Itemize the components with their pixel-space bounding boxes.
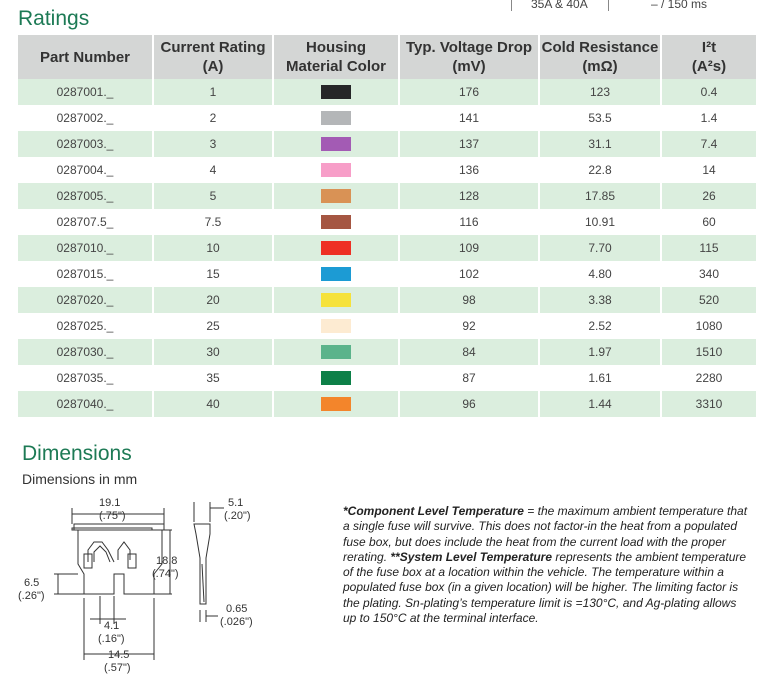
table-header-row: [18, 35, 756, 79]
housing-color-cell: [273, 131, 399, 157]
color-swatch: [321, 163, 351, 177]
dim-blade-gap-mm: 4.1: [104, 620, 120, 632]
voltage-drop-cell: 136: [399, 157, 539, 183]
table-row: [18, 79, 756, 105]
voltage-drop-cell: 116: [399, 209, 539, 235]
column-header-line: (A²s): [691, 58, 727, 75]
current-rating-cell: 4: [153, 157, 273, 183]
fuse-body-outline: [72, 528, 162, 594]
column-header-line: (mV): [452, 58, 486, 75]
dim-top-width-mm: 19.1: [99, 497, 121, 509]
column-header-line: Typ. Voltage Drop: [405, 39, 533, 56]
table-row: [18, 105, 756, 131]
ratings-table: [18, 35, 756, 417]
table-row: [18, 183, 756, 209]
voltage-drop-cell: 102: [399, 261, 539, 287]
i2t-cell: 1080: [661, 313, 756, 339]
cold-resistance-cell: 7.70: [539, 235, 661, 261]
current-rating-cell: 15: [153, 261, 273, 287]
table-row: [18, 261, 756, 287]
cold-resistance-cell: 2.52: [539, 313, 661, 339]
color-swatch: [321, 85, 351, 99]
current-rating-cell: 20: [153, 287, 273, 313]
column-header-line: (A): [202, 58, 224, 75]
i2t-cell: 0.4: [661, 79, 756, 105]
column-header: [153, 35, 273, 79]
fuse-element: [94, 546, 110, 562]
part-number-cell: 0287040._: [18, 391, 153, 417]
voltage-drop-cell: 128: [399, 183, 539, 209]
color-swatch: [321, 371, 351, 385]
voltage-drop-cell: 98: [399, 287, 539, 313]
cold-resistance-cell: 31.1: [539, 131, 661, 157]
voltage-drop-cell: 84: [399, 339, 539, 365]
table-row: [18, 209, 756, 235]
i2t-cell: 1510: [661, 339, 756, 365]
cold-resistance-cell: 10.91: [539, 209, 661, 235]
part-number-cell: 0287001._: [18, 79, 153, 105]
part-number-cell: 028707.5_: [18, 209, 153, 235]
part-number-cell: 0287035._: [18, 365, 153, 391]
fragment-left-text: 35A & 40A: [531, 0, 588, 11]
housing-color-cell: [273, 183, 399, 209]
housing-color-cell: [273, 157, 399, 183]
part-number-cell: 0287030._: [18, 339, 153, 365]
color-swatch: [321, 189, 351, 203]
color-swatch: [321, 111, 351, 125]
note-term-system: **System Level Temperature: [390, 549, 552, 564]
housing-color-cell: [273, 209, 399, 235]
current-rating-cell: 35: [153, 365, 273, 391]
column-header-line: Current Rating: [160, 39, 266, 56]
dim-bottom-width-in: (.57"): [104, 662, 131, 674]
column-header-line: I²t: [701, 39, 717, 56]
i2t-cell: 115: [661, 235, 756, 261]
cold-resistance-cell: 22.8: [539, 157, 661, 183]
dim-blade-thickness-in: (.026"): [220, 616, 253, 628]
housing-color-cell: [273, 79, 399, 105]
voltage-drop-cell: 92: [399, 313, 539, 339]
i2t-cell: 340: [661, 261, 756, 287]
current-rating-cell: 25: [153, 313, 273, 339]
housing-color-cell: [273, 313, 399, 339]
dim-bottom-width-mm: 14.5: [108, 649, 130, 661]
current-rating-cell: 1: [153, 79, 273, 105]
cold-resistance-cell: 3.38: [539, 287, 661, 313]
color-swatch: [321, 345, 351, 359]
dim-height-mm: 18.8: [156, 555, 178, 567]
part-number-cell: 0287015._: [18, 261, 153, 287]
cold-resistance-cell: 53.5: [539, 105, 661, 131]
column-header-line: Material Color: [285, 58, 387, 75]
current-rating-cell: 5: [153, 183, 273, 209]
divider: [608, 0, 609, 11]
i2t-cell: 1.4: [661, 105, 756, 131]
housing-color-cell: [273, 105, 399, 131]
part-number-cell: 0287020._: [18, 287, 153, 313]
dim-thickness-mm: 5.1: [228, 497, 244, 509]
current-rating-cell: 30: [153, 339, 273, 365]
ratings-heading: Ratings: [18, 7, 90, 30]
part-number-cell: 0287003._: [18, 131, 153, 157]
color-swatch: [321, 397, 351, 411]
color-swatch: [321, 137, 351, 151]
housing-color-cell: [273, 235, 399, 261]
cold-resistance-cell: 1.97: [539, 339, 661, 365]
column-header-line: Housing: [306, 39, 366, 56]
fuse-window-right: [128, 554, 136, 568]
voltage-drop-cell: 176: [399, 79, 539, 105]
dimensions-heading: Dimensions: [22, 442, 132, 465]
dim-height-in: (.74"): [152, 568, 179, 580]
table-row: [18, 391, 756, 417]
i2t-cell: 2280: [661, 365, 756, 391]
i2t-cell: 14: [661, 157, 756, 183]
i2t-cell: 26: [661, 183, 756, 209]
voltage-drop-cell: 96: [399, 391, 539, 417]
voltage-drop-cell: 141: [399, 105, 539, 131]
i2t-cell: 3310: [661, 391, 756, 417]
table-row: [18, 157, 756, 183]
part-number-cell: 0287002._: [18, 105, 153, 131]
i2t-cell: 7.4: [661, 131, 756, 157]
color-swatch: [321, 293, 351, 307]
dim-thickness-in: (.20"): [224, 510, 251, 522]
color-swatch: [321, 241, 351, 255]
part-number-cell: 0287010._: [18, 235, 153, 261]
column-header: [539, 35, 661, 79]
part-number-cell: 0287025._: [18, 313, 153, 339]
temperature-footnote: [343, 504, 753, 626]
cold-resistance-cell: 1.44: [539, 391, 661, 417]
voltage-drop-cell: 137: [399, 131, 539, 157]
table-row: [18, 365, 756, 391]
note-text-system: represents the ambient temperature of the fuse box at a location within the vehicle. The temperature within a populated fuse box (in a given location) will be higher. The limiting factor is the plating. Sn-plating’s temperature limit is =130°C, and Ag-plating allows up to 150°C at the terminal interface.: [343, 549, 747, 626]
note-term-component: *Component Level Temperature: [343, 504, 524, 518]
housing-color-cell: [273, 365, 399, 391]
current-rating-cell: 2: [153, 105, 273, 131]
note-text-component: = the maximum ambient temperature that a single fuse will survive. This does not factor-in the heat from a populated fuse box, but does include the heat from the current load with the proper rerating.: [343, 504, 748, 564]
table-row: [18, 339, 756, 365]
current-rating-cell: 3: [153, 131, 273, 157]
voltage-drop-cell: 87: [399, 365, 539, 391]
cold-resistance-cell: 1.61: [539, 365, 661, 391]
previous-table-fragment: [511, 0, 773, 13]
i2t-cell: 520: [661, 287, 756, 313]
dim-blade-gap-in: (.16"): [98, 633, 125, 645]
housing-color-cell: [273, 287, 399, 313]
dim-blade-thickness-mm: 0.65: [226, 603, 248, 615]
column-header-line: (mΩ): [582, 58, 618, 75]
side-blade-line: [202, 564, 204, 602]
column-header-line: Part Number: [39, 48, 131, 66]
cold-resistance-cell: 123: [539, 79, 661, 105]
fuse-dimension-drawing: [14, 494, 274, 674]
cold-resistance-cell: 17.85: [539, 183, 661, 209]
dim-top-width-in: (.75"): [99, 510, 126, 522]
table-row: [18, 313, 756, 339]
cold-resistance-cell: 4.80: [539, 261, 661, 287]
table-row: [18, 287, 756, 313]
housing-color-cell: [273, 339, 399, 365]
table-row: [18, 131, 756, 157]
column-header: [399, 35, 539, 79]
dimensions-subtitle: Dimensions in mm: [22, 471, 138, 487]
fragment-right-text: – / 150 ms: [651, 0, 708, 11]
color-swatch: [321, 215, 351, 229]
fuse-top-cap: [74, 524, 164, 530]
housing-color-cell: [273, 391, 399, 417]
table-body: [18, 79, 756, 417]
column-header: [18, 35, 153, 79]
column-header-line: Cold Resistance: [541, 39, 659, 56]
part-number-cell: 0287005._: [18, 183, 153, 209]
column-header: [661, 35, 756, 79]
part-number-cell: 0287004._: [18, 157, 153, 183]
current-rating-cell: 40: [153, 391, 273, 417]
housing-color-cell: [273, 261, 399, 287]
current-rating-cell: 7.5: [153, 209, 273, 235]
color-swatch: [321, 319, 351, 333]
color-swatch: [321, 267, 351, 281]
dim-blade-length-in: (.26"): [18, 590, 45, 602]
voltage-drop-cell: 109: [399, 235, 539, 261]
i2t-cell: 60: [661, 209, 756, 235]
divider: [511, 0, 512, 11]
table-row: [18, 235, 756, 261]
dim-blade-length-mm: 6.5: [24, 577, 40, 589]
column-header: [273, 35, 399, 79]
current-rating-cell: 10: [153, 235, 273, 261]
